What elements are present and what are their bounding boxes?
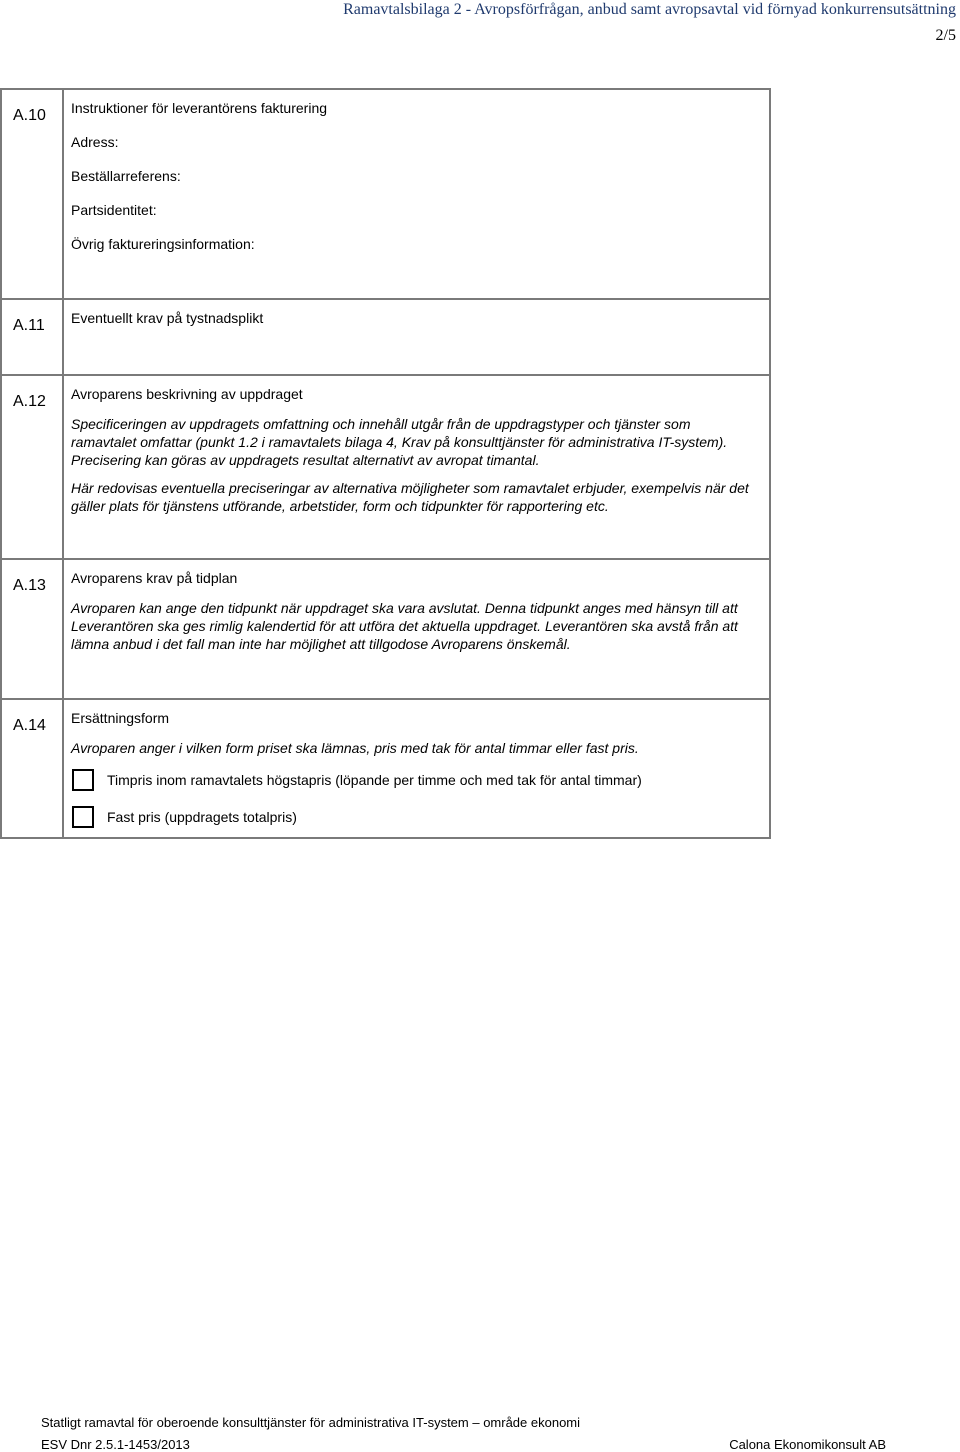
option-hourly-rate[interactable] [71, 769, 769, 791]
section-paragraph: Specificeringen av uppdragets omfattning och innehåll utgår från de uppdragstyper och tjänster som ramavtalet omfattar (punkt 1.2 i ramavtalets bilaga 4, Krav på konsulttjänster för administrativa IT-system). Precisering kan göras av uppdragets resultat alternativt av avropat timantal. [71, 416, 728, 468]
section-a11 [1, 299, 770, 375]
section-title: Avroparens beskrivning av uppdraget [71, 386, 303, 402]
section-number: A.13 [13, 577, 46, 594]
footer-dnr: ESV Dnr 2.5.1-1453/2013 [41, 1437, 190, 1452]
field-label-party-id: Partsidentitet: [71, 202, 157, 218]
footer-agreement-title: Statligt ramavtal för oberoende konsulttjänster för administrativa IT-system – område ekonomi [41, 1415, 581, 1430]
checkbox-fixed-price[interactable] [72, 806, 94, 828]
field-label-other-info: Övrig faktureringsinformation: [71, 236, 255, 252]
document-header-title: Ramavtalsbilaga 2 - Avropsförfrågan, anbud samt avropsavtal vid förnyad konkurrensutsättning [343, 1, 956, 18]
form-table [0, 88, 771, 839]
field-label-reference: Beställarreferens: [71, 168, 181, 184]
option-fixed-price[interactable] [71, 806, 769, 828]
footer-company: Calona Ekonomikonsult AB [729, 1437, 886, 1452]
section-a14 [1, 699, 770, 838]
field-label-address: Adress: [71, 134, 119, 150]
section-title: Instruktioner för leverantörens fakturering [71, 100, 328, 116]
section-number: A.10 [13, 107, 46, 124]
section-title: Ersättningsform [71, 710, 170, 726]
section-paragraph: Här redovisas eventuella preciseringar av alternativa möjligheter som ramavtalet erbjuder, exempelvis när det gäller plats för tjänstens utförande, arbetstider, form och tidpunkter för rapportering etc. [71, 480, 749, 514]
option-label: Timpris inom ramavtalets högstapris (löpande per timme och med tak för antal timmar) [107, 772, 642, 788]
checkbox-hourly-rate[interactable] [72, 769, 94, 791]
section-title: Avroparens krav på tidplan [71, 570, 238, 586]
section-number: A.11 [13, 317, 45, 334]
section-paragraph: Avroparen anger i vilken form priset ska lämnas, pris med tak för antal timmar eller fast pris. [71, 740, 639, 756]
section-title: Eventuellt krav på tystnadsplikt [71, 310, 264, 326]
section-paragraph: Avroparen kan ange den tidpunkt när uppdraget ska vara avslutat. Denna tidpunkt anges med hänsyn till att Leverantören ska ges rimlig kalendertid för att utföra det aktuella uppdraget. Leverantören ska avstå från att lämna anbud i det fall man inte har möjlighet att tillgodose Avroparens önskemål. [71, 600, 738, 652]
section-a10 [1, 89, 770, 299]
page-number: 2/5 [935, 27, 956, 44]
option-label: Fast pris (uppdragets totalpris) [107, 809, 297, 825]
section-number: A.12 [13, 393, 46, 410]
section-a13 [1, 559, 770, 699]
section-a12 [1, 375, 770, 559]
section-number: A.14 [13, 717, 46, 734]
